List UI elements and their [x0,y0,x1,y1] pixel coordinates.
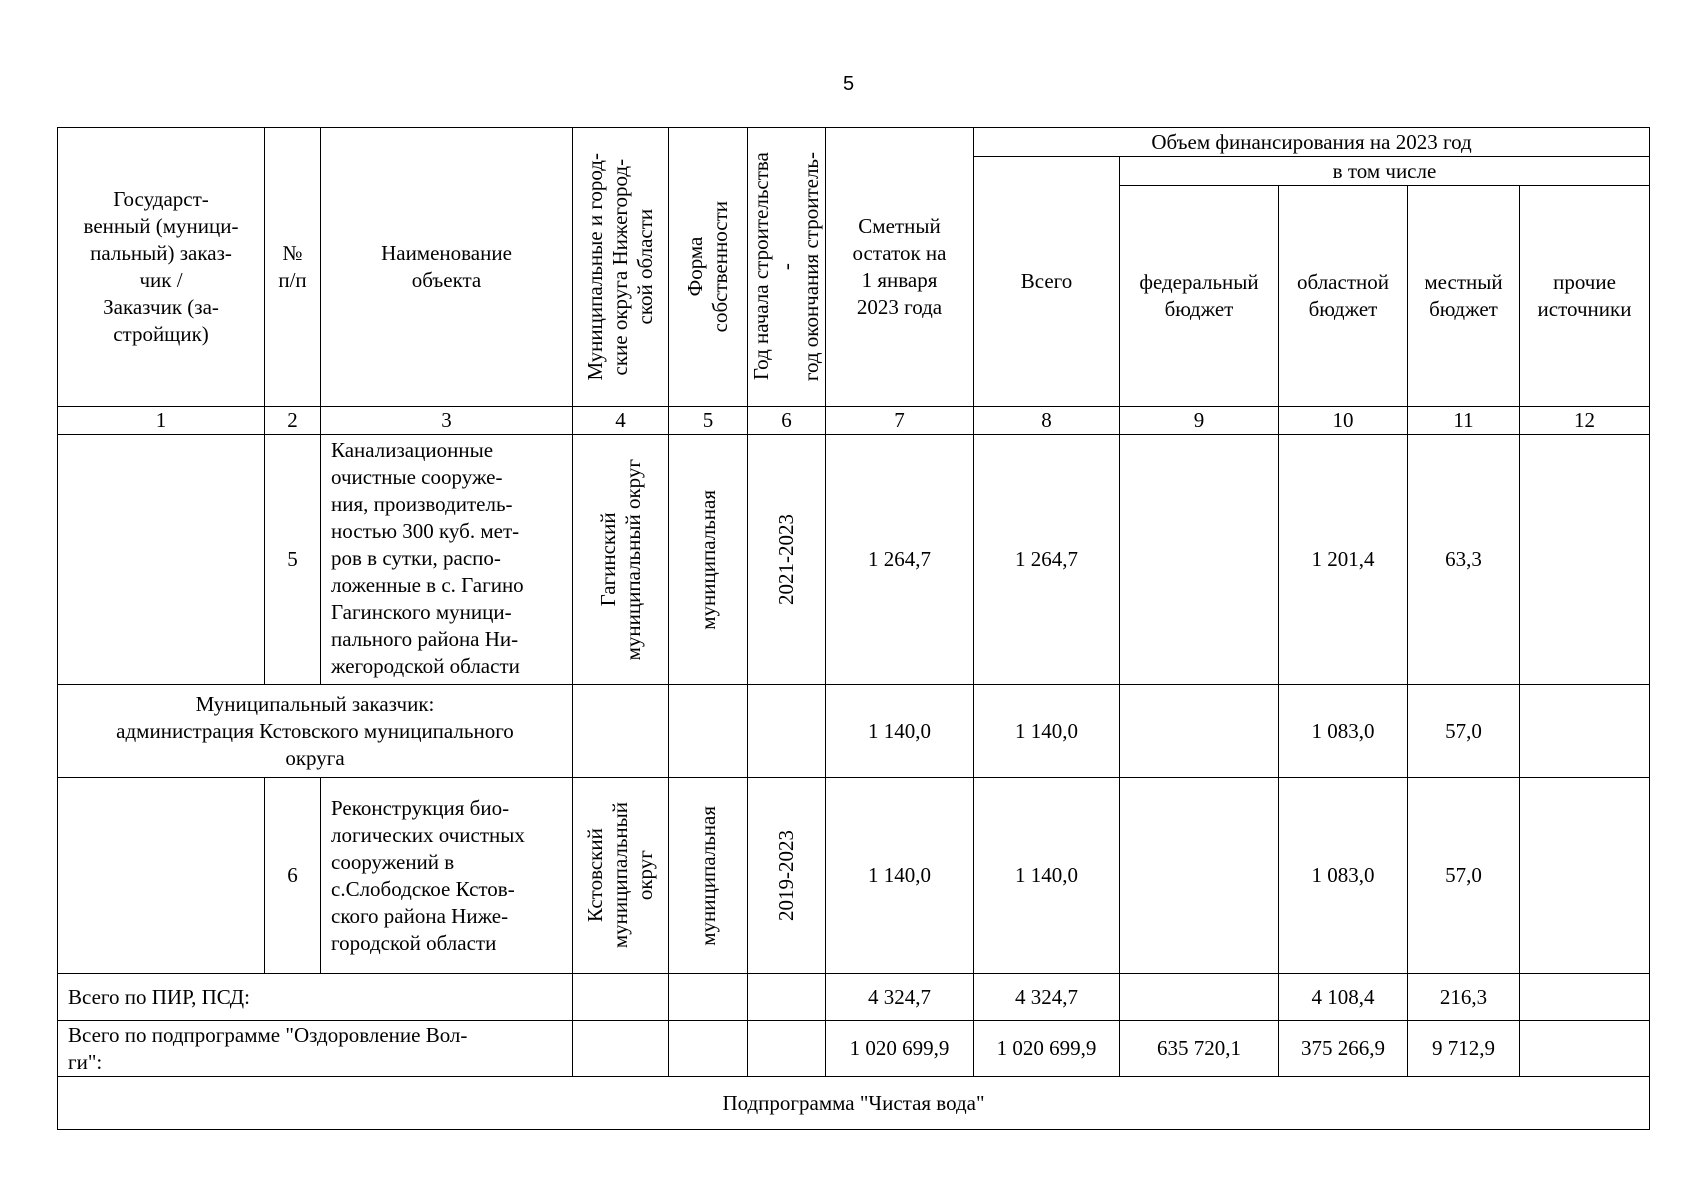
other-cell [1520,685,1650,778]
page-number: 5 [842,73,855,95]
header-customer: Государст- венный (муници- пальный) заказ- чик / Заказчик (за- стройщик) [58,128,265,407]
column-number: 1 [58,407,265,435]
header-ownership: Форма собственности [669,128,748,407]
federal-cell [1120,974,1279,1021]
column-number: 11 [1408,407,1520,435]
row-number: 6 [265,778,321,974]
years-cell: 2021-2023 [748,435,826,685]
district-cell [573,974,669,1021]
federal-cell [1120,435,1279,685]
estimate-cell: 1 140,0 [826,685,974,778]
regional-cell: 4 108,4 [1279,974,1408,1021]
ownership-cell [669,685,748,778]
column-number: 7 [826,407,974,435]
header-district: Муниципальные и город- ские округа Нижегород- ской области [573,128,669,407]
years-cell: 2019-2023 [748,778,826,974]
header-number: № п/п [265,128,321,407]
column-number: 2 [265,407,321,435]
table-row-object-5 [58,435,1650,685]
years-cell [748,1021,826,1077]
regional-cell: 1 201,4 [1279,435,1408,685]
column-number: 9 [1120,407,1279,435]
column-number: 6 [748,407,826,435]
total-cell: 1 020 699,9 [974,1021,1120,1077]
federal-cell: 635 720,1 [1120,1021,1279,1077]
local-cell: 9 712,9 [1408,1021,1520,1077]
federal-cell [1120,685,1279,778]
column-number: 12 [1520,407,1650,435]
column-number: 4 [573,407,669,435]
local-cell: 216,3 [1408,974,1520,1021]
regional-cell: 1 083,0 [1279,685,1408,778]
ownership-cell [669,1021,748,1077]
ownership-cell: муниципальная [669,435,748,685]
header-object-name: Наименование объекта [321,128,573,407]
object-name: Канализационные очистные сооруже- ния, производитель- ностью 300 куб. мет- ров в сутки, распо- ложенные в с. Гагино Гагинского муници- пального района Ни- жегородской области [321,435,573,685]
total-cell: 1 140,0 [974,778,1120,974]
years-cell [748,974,826,1021]
years-cell [748,685,826,778]
table-row-subprogram-heading [58,1077,1650,1130]
federal-cell [1120,778,1279,974]
ownership-cell [669,974,748,1021]
column-number: 5 [669,407,748,435]
estimate-cell: 1 020 699,9 [826,1021,974,1077]
financing-table [57,127,1650,1130]
total-cell: 4 324,7 [974,974,1120,1021]
header-other: прочие источники [1520,186,1650,407]
table-row-object-6 [58,778,1650,974]
total-pir-label: Всего по ПИР, ПСД: [58,974,573,1021]
column-number: 3 [321,407,573,435]
customer-label: Муниципальный заказчик: администрация Кстовского муниципального округа [58,685,573,778]
column-number: 8 [974,407,1120,435]
local-cell: 63,3 [1408,435,1520,685]
customer-cell [58,778,265,974]
column-numbers-row [58,407,1650,435]
object-name: Реконструкция био- логических очистных сооружений в с.Слободское Кстов- ского района Ниже- городской области [321,778,573,974]
other-cell [1520,435,1650,685]
table-row-customer [58,685,1650,778]
table-row-total-subprogram [58,1021,1650,1077]
district-cell: Гагинский муниципальный округ [573,435,669,685]
header-estimate: Сметный остаток на 1 января 2023 года [826,128,974,407]
header-row-1 [58,128,1650,157]
header-including: в том числе [1120,157,1650,186]
district-cell: Кстовский муниципальный округ [573,778,669,974]
header-total: Всего [974,157,1120,407]
other-cell [1520,778,1650,974]
other-cell [1520,974,1650,1021]
column-number: 10 [1279,407,1408,435]
total-subprogram-label: Всего по подпрограмме "Оздоровление Вол- ги": [58,1021,573,1077]
table-row-total-pir [58,974,1650,1021]
estimate-cell: 1 264,7 [826,435,974,685]
district-cell [573,685,669,778]
local-cell: 57,0 [1408,685,1520,778]
other-cell [1520,1021,1650,1077]
estimate-cell: 4 324,7 [826,974,974,1021]
subprogram-heading: Подпрограмма "Чистая вода" [58,1077,1650,1130]
header-years: Год начала строительства - год окончания строитель- [748,128,826,407]
district-cell [573,1021,669,1077]
ownership-cell: муниципальная [669,778,748,974]
regional-cell: 375 266,9 [1279,1021,1408,1077]
local-cell: 57,0 [1408,778,1520,974]
header-local: местный бюджет [1408,186,1520,407]
header-regional: областной бюджет [1279,186,1408,407]
total-cell: 1 264,7 [974,435,1120,685]
header-funding-title: Объем финансирования на 2023 год [974,128,1650,157]
estimate-cell: 1 140,0 [826,778,974,974]
total-cell: 1 140,0 [974,685,1120,778]
row-number: 5 [265,435,321,685]
regional-cell: 1 083,0 [1279,778,1408,974]
header-federal: федеральный бюджет [1120,186,1279,407]
customer-cell [58,435,265,685]
